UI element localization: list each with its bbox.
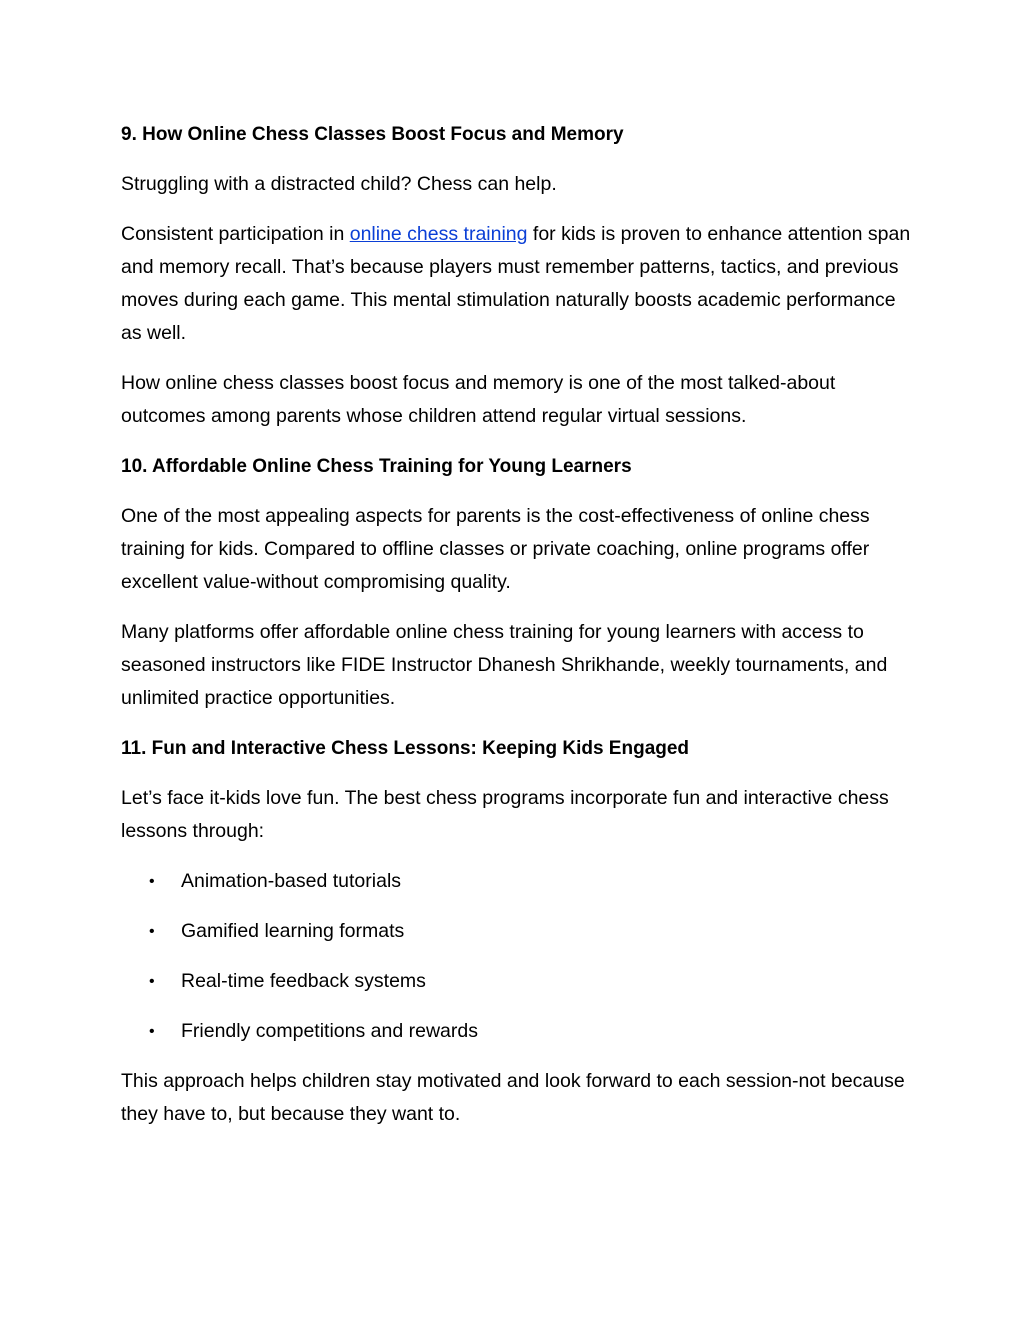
bullet-icon: • [149, 1023, 155, 1040]
list-item-text: Animation-based tutorials [181, 870, 402, 892]
online-chess-training-link[interactable]: online chess training [349, 223, 528, 245]
section-9-paragraph-1: Struggling with a distracted child? Chess can help. [121, 173, 557, 195]
list-item [121, 1015, 911, 1048]
list-item-text: Real-time feedback systems [181, 970, 426, 992]
lesson-features-list [121, 865, 911, 1048]
list-item-text: Friendly competitions and rewards [181, 1020, 478, 1042]
section-9-paragraph-2 [121, 218, 911, 350]
section-9-paragraph-2-end: for kids is proven to enhance attention span and memory recall. That’s because players must remember patterns, tactics, and previous moves during each game. This mental stimulation naturally boosts academic performance as well. [121, 223, 911, 344]
section-9-heading: 9. How Online Chess Classes Boost Focus and Memory [121, 124, 624, 145]
section-9-paragraph-2-start: Consistent participation in [121, 223, 350, 245]
section-11-paragraph-2: This approach helps children stay motivated and look forward to each session-not because they have to, but because they want to. [121, 1070, 905, 1125]
list-item [121, 965, 911, 998]
section-10-paragraph-2: Many platforms offer affordable online chess training for young learners with access to seasoned instructors like FIDE Instructor Dhanesh Shrikhande, weekly tournaments, and unlimited practice opportunities. [121, 621, 888, 709]
bullet-icon: • [149, 973, 155, 990]
section-10-heading: 10. Affordable Online Chess Training for Young Learners [121, 456, 632, 477]
section-11-paragraph-1: Let’s face it-kids love fun. The best chess programs incorporate fun and interactive chess lessons through: [121, 787, 889, 842]
document-page [121, 118, 911, 1148]
bullet-icon: • [149, 873, 155, 890]
list-item [121, 915, 911, 948]
section-11-heading: 11. Fun and Interactive Chess Lessons: Keeping Kids Engaged [121, 738, 690, 759]
list-item-text: Gamified learning formats [181, 920, 405, 942]
list-item [121, 865, 911, 898]
section-9-paragraph-3: How online chess classes boost focus and memory is one of the most talked-about outcomes among parents whose children attend regular virtual sessions. [121, 372, 836, 427]
bullet-icon: • [149, 923, 155, 940]
section-10-paragraph-1: One of the most appealing aspects for parents is the cost-effectiveness of online chess training for kids. Compared to offline classes or private coaching, online programs offer excellent value-without compromising quality. [121, 505, 870, 593]
